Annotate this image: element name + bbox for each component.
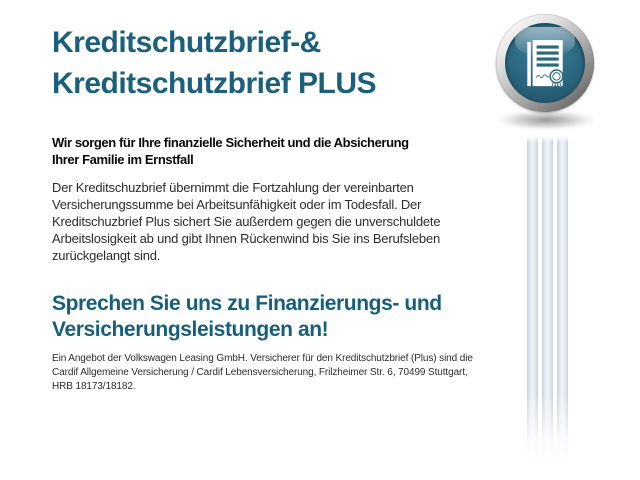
- badge-drop-shadow: [498, 110, 594, 130]
- intro-subtitle: [52, 134, 409, 168]
- legal-line-1: Ein Angebot der Volkswagen Leasing GmbH. Versicherer für den Kreditschutzbrief (Plus) sind die: [52, 353, 473, 364]
- page-title-line-1: Kreditschutzbrief-&: [52, 26, 321, 59]
- legal-fine-print: [52, 352, 473, 394]
- legal-line-3: HRB 18173/18182.: [52, 381, 136, 392]
- certificate-badge: [496, 14, 594, 112]
- decorative-stripes: [527, 137, 569, 463]
- badge-metallic-ring: [496, 14, 594, 112]
- stripe-2: [542, 137, 553, 463]
- badge-teal-face: [505, 23, 585, 103]
- intro-body-paragraph: [52, 179, 440, 264]
- intro-subtitle-line-1: Wir sorgen für Ihre finanzielle Sicherheit und die Absicherung: [52, 135, 409, 150]
- legal-line-2: Cardif Allgemeine Versicherung / Cardif Lebensversicherung, Frilzheimer Str. 6, 70499 Stuttgart,: [52, 367, 468, 378]
- body-line-4: Arbeitslosigkeit ab und gibt Ihnen Rückenwind bis Sie ins Berufsleben: [52, 231, 440, 246]
- body-line-5: zurückgelangt sind.: [52, 248, 161, 263]
- page-title-line-2: Kreditschutzbrief PLUS: [52, 67, 377, 100]
- stripe-3: [557, 137, 568, 463]
- intro-subtitle-line-2: Ihrer Familie im Ernstfall: [52, 152, 194, 167]
- stripe-1: [527, 137, 538, 463]
- certificate-seal-icon: [522, 38, 568, 90]
- body-line-1: Der Kreditschuzbrief übernimmt die Fortzahlung der vereinbarten: [52, 180, 414, 195]
- page-title: [52, 22, 376, 104]
- cta-heading: [52, 291, 442, 343]
- body-line-2: Versicherungssumme bei Arbeitsunfähigkeit oder im Todesfall. Der: [52, 197, 422, 212]
- cta-heading-line-1: Sprechen Sie uns zu Finanzierungs- und: [52, 292, 442, 315]
- cta-heading-line-2: Versicherungsleistungen an!: [52, 318, 329, 341]
- body-line-3: Kreditschuzbrief Plus sichert Sie außerdem gegen die unverschuldete: [52, 214, 441, 229]
